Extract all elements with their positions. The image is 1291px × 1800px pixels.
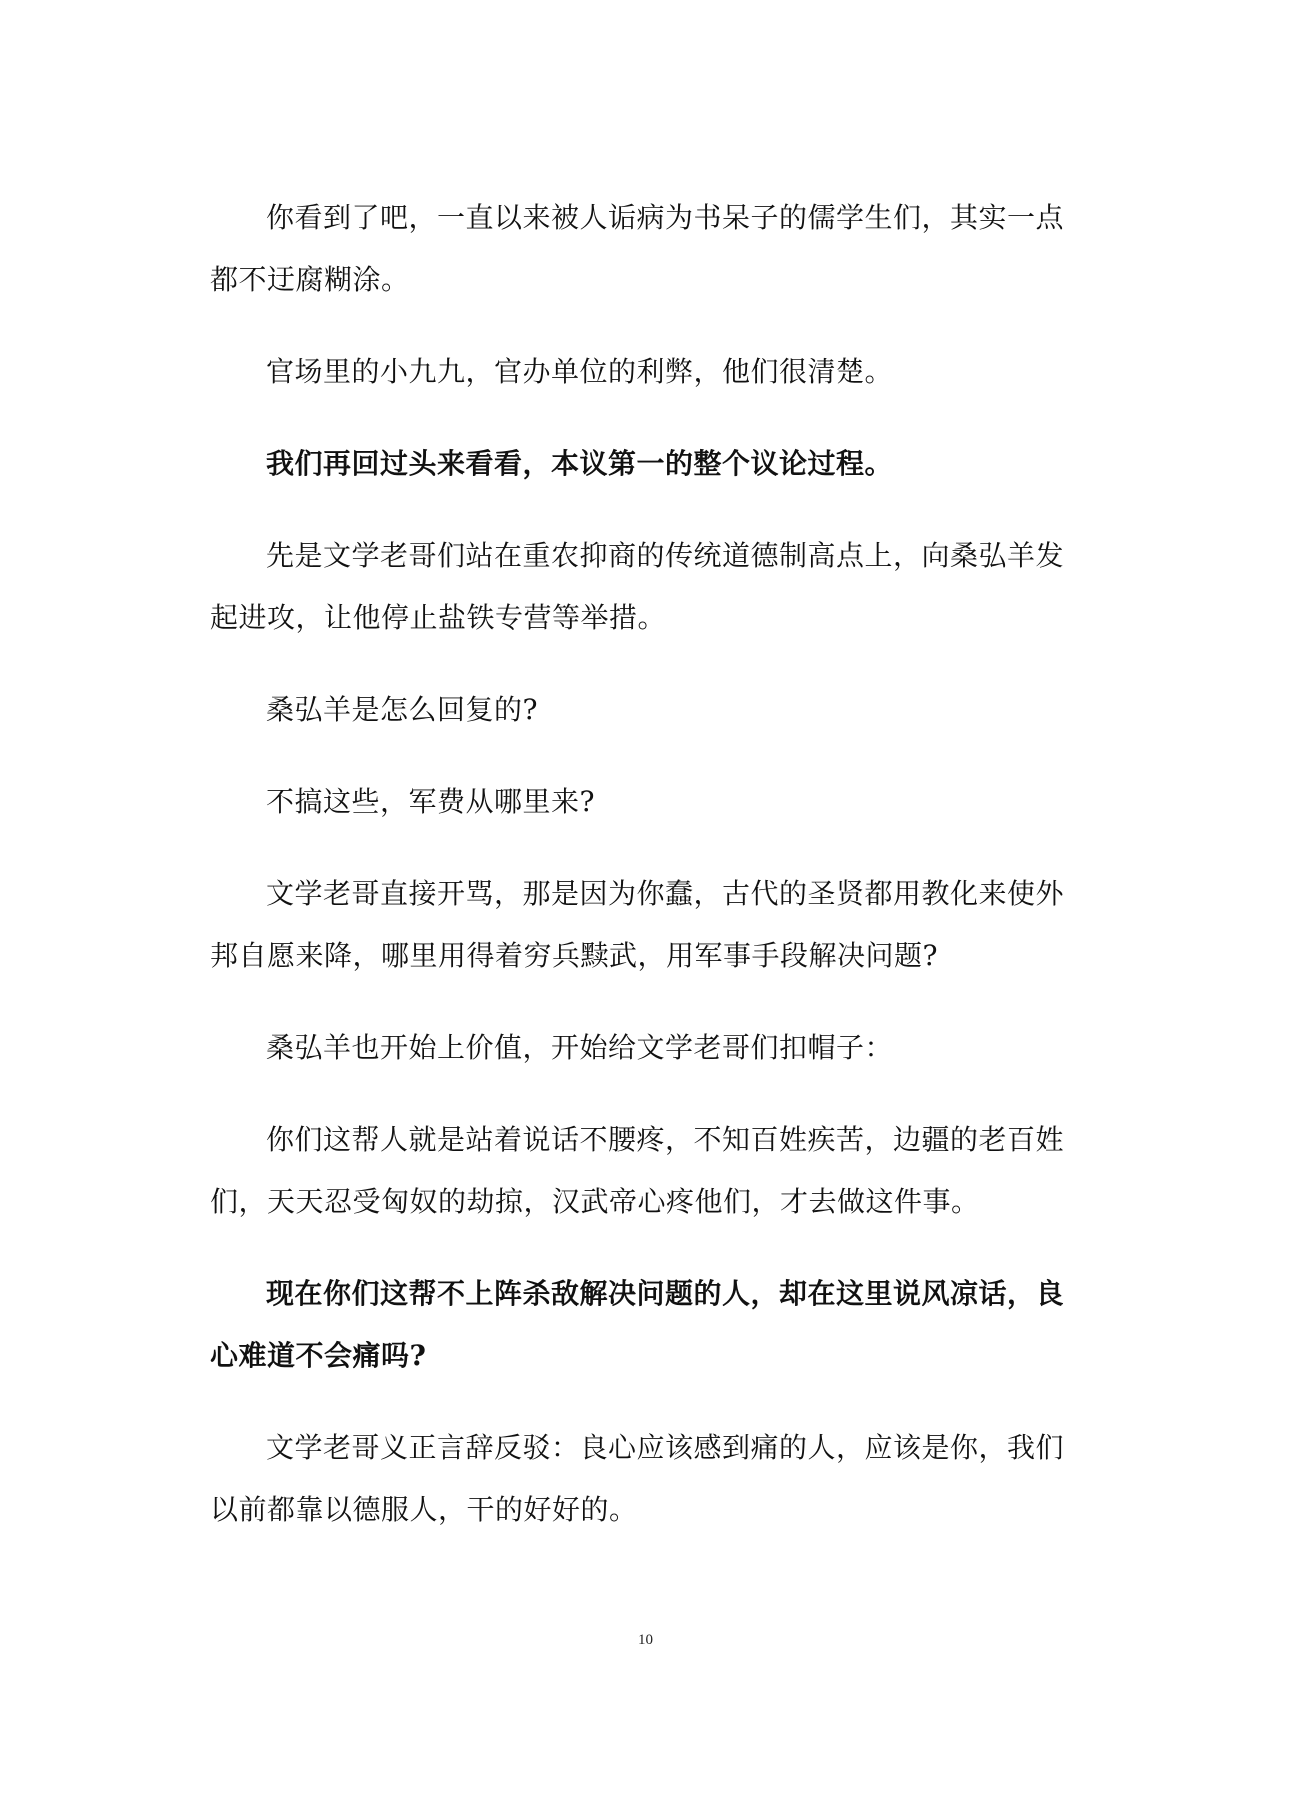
paragraph-7: 文学老哥直接开骂，那是因为你蠢，古代的圣贤都用教化来使外邦自愿来降，哪里用得着穷兵黩武，用军事手段解决问题? xyxy=(210,877,1065,972)
paragraph-5: 桑弘羊是怎么回复的? xyxy=(266,693,539,726)
paragraph-2: 官场里的小九九，官办单位的利弊，他们很清楚。 xyxy=(266,355,894,388)
paragraph-10-bold: 现在你们这帮不上阵杀敌解决问题的人，却在这里说风凉话，良心难道不会痛吗? xyxy=(210,1277,1065,1372)
page-number: 10 xyxy=(638,1632,653,1648)
paragraph-6: 不搞这些，军费从哪里来? xyxy=(266,785,596,818)
paragraph-8: 桑弘羊也开始上价值，开始给文学老哥们扣帽子： xyxy=(266,1031,894,1064)
paragraph-11: 文学老哥义正言辞反驳：良心应该感到痛的人，应该是你，我们以前都靠以德服人，干的好好的。 xyxy=(210,1431,1065,1526)
paragraph-1: 你看到了吧，一直以来被人诟病为书呆子的儒学生们，其实一点都不迂腐糊涂。 xyxy=(210,201,1065,296)
paragraph-4: 先是文学老哥们站在重农抑商的传统道德制高点上，向桑弘羊发起进攻，让他停止盐铁专营等举措。 xyxy=(210,539,1065,634)
document-body xyxy=(210,187,1080,1541)
paragraph-9: 你们这帮人就是站着说话不腰疼，不知百姓疾苦，边疆的老百姓们，天天忍受匈奴的劫掠，汉武帝心疼他们，才去做这件事。 xyxy=(210,1123,1065,1218)
paragraph-3-bold: 我们再回过头来看看，本议第一的整个议论过程。 xyxy=(266,447,894,480)
